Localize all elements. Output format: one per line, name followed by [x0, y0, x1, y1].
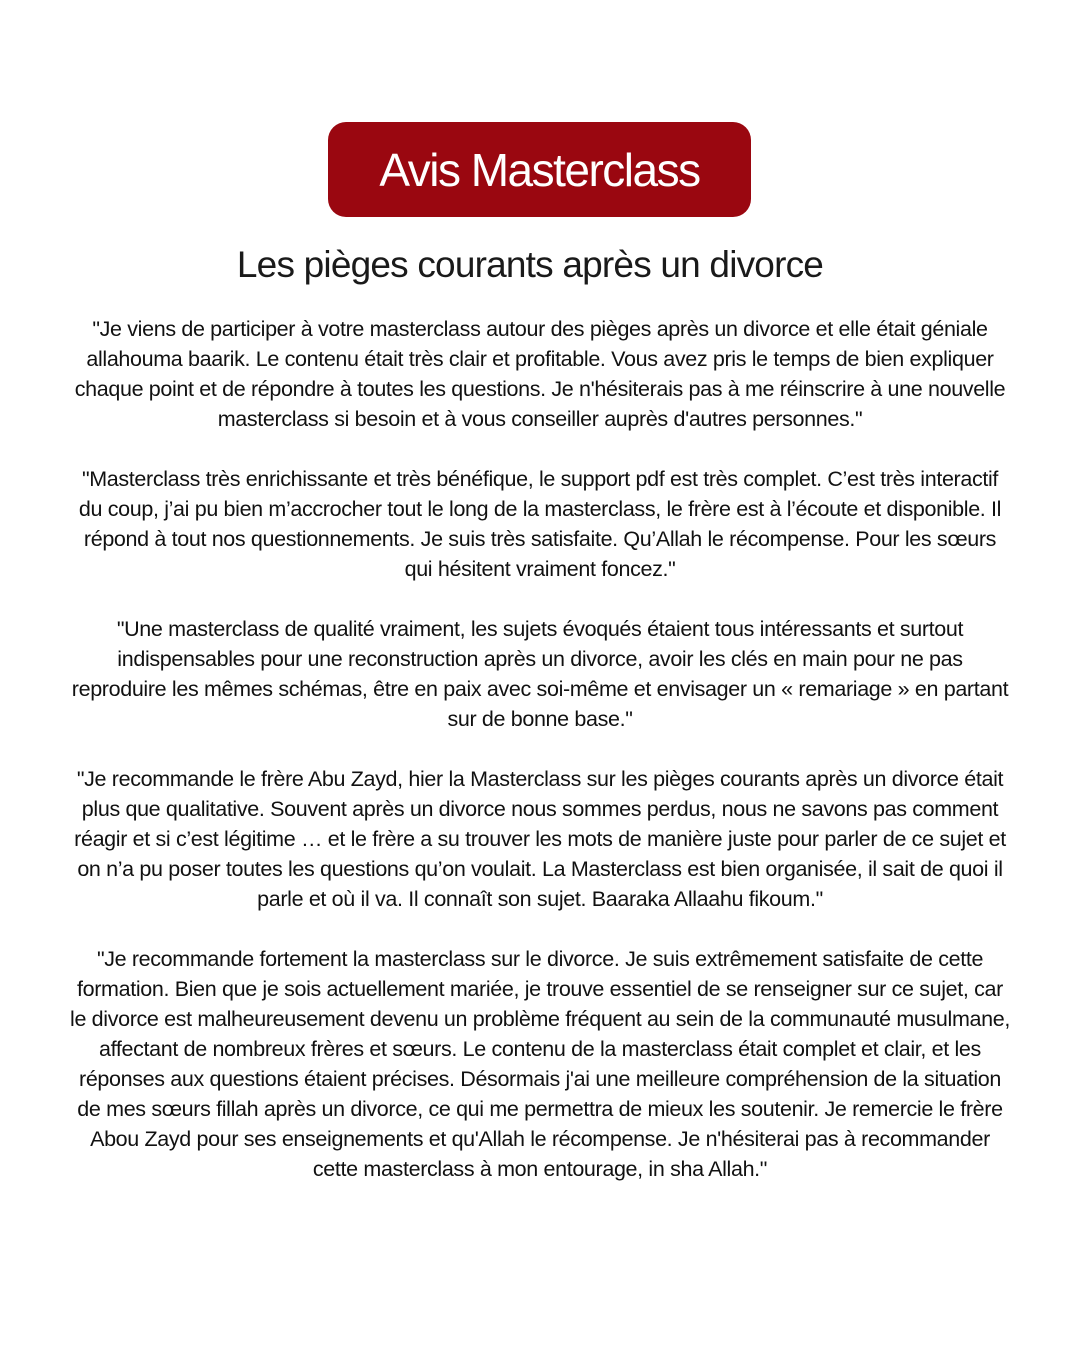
review-text: "Je recommande fortement la masterclass sur le divorce. Je suis extrêmement satisfaite de cette formation. Bien que je sois actuellement mariée, je trouve essentiel de se renseigner sur ce sujet, car le divorce est malheureusement devenu un problème fréquent au sein de la communauté musulmane, affectant de nombreux frères et sœurs. Le contenu de la masterclass était complet et clair, et les réponses aux questions étaient précises. Désormais j'ai une meilleure compréhension de la situation de mes sœurs fillah après un divorce, ce qui me permettra de mieux les soutenir. Je remercie le frère Abou Zayd pour ses enseignements et qu'Allah le récompense. Je n'hésiterai pas à recommander cette masterclass à mon entourage, in sha Allah.": [70, 947, 1010, 1181]
page-subtitle: Les pièges courants après un divorce: [236, 244, 824, 285]
reviews-list: [70, 314, 1010, 1214]
review-text: "Je recommande le frère Abu Zayd, hier la Masterclass sur les pièges courants après un divorce était plus que qualitative. Souvent après un divorce nous sommes perdus, nous ne savons pas comment réagir et si c’est légitime … et le frère a su trouver les mots de manière juste pour parler de ce sujet et on n’a pu poser toutes les questions qu’on voulait. La Masterclass est bien organisée, il sait de quoi il parle et où il va. Il connaît son sujet. Baaraka Allaahu fikoum.": [74, 767, 1006, 911]
badge-title: Avis Masterclass: [379, 143, 700, 196]
review-text: "Je viens de participer à votre masterclass autour des pièges après un divorce et elle était géniale allahouma baarik. Le contenu était très clair et profitable. Vous avez pris le temps de bien expliquer chaque point et de répondre à toutes les questions. Je n'hésiterais pas à me réinscrire à une nouvelle masterclass si besoin et à vous conseiller auprès d'autres personnes.": [74, 317, 1006, 431]
review-text: "Masterclass très enrichissante et très bénéfique, le support pdf est très complet. C’est très interactif du coup, j’ai pu bien m’accrocher tout le long de la masterclass, le frère est à l’écoute et disponible. Il répond à tout nos questionnements. Je suis très satisfaite. Qu’Allah le récompense. Pour les sœurs qui hésitent vraiment foncez.": [78, 467, 1002, 581]
title-badge: [328, 122, 751, 217]
review-text: "Une masterclass de qualité vraiment, les sujets évoqués étaient tous intéressants et surtout indispensables pour une reconstruction après un divorce, avoir les clés en main pour ne pas reproduire les mêmes schémas, être en paix avec soi-même et envisager un « remariage » en partant sur de bonne base.": [71, 617, 1009, 731]
